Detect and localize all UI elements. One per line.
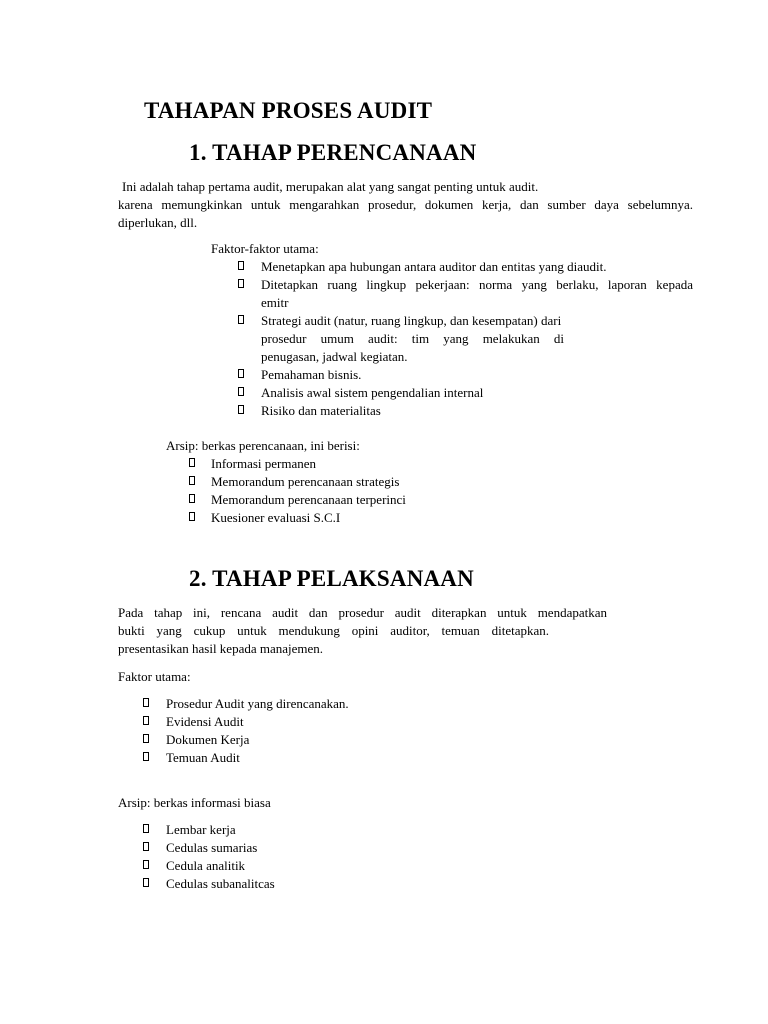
section1-intro-line2: karena memungkinkan untuk mengarahkan prosedur, dokumen kerja, dan sumber daya sebelumnya. bbox=[118, 197, 693, 212]
document-title: TAHAPAN PROSES AUDIT bbox=[144, 98, 433, 123]
checkbox-icon bbox=[143, 824, 149, 833]
checkbox-icon bbox=[238, 405, 244, 414]
list-item-text: Ditetapkan ruang lingkup pekerjaan: norma yang berlaku, laporan kepada bbox=[261, 277, 693, 292]
checkbox-icon bbox=[238, 387, 244, 396]
list-item-text: prosedur umum audit: tim yang melakukan di bbox=[261, 331, 564, 346]
checkbox-icon bbox=[143, 860, 149, 869]
list-item-text: penugasan, jadwal kegiatan. bbox=[261, 349, 408, 364]
section2-factors-label: Faktor utama: bbox=[118, 669, 191, 684]
checkbox-icon bbox=[238, 261, 244, 270]
checkbox-icon bbox=[238, 369, 244, 378]
section2-intro-line2: bukti yang cukup untuk mendukung opini auditor, temuan ditetapkan. bbox=[118, 623, 549, 638]
checkbox-icon bbox=[143, 716, 149, 725]
section2-heading: 2. TAHAP PELAKSANAAN bbox=[189, 566, 474, 591]
checkbox-icon bbox=[143, 878, 149, 887]
checkbox-icon bbox=[143, 842, 149, 851]
checkbox-icon bbox=[238, 315, 244, 324]
checkbox-icon bbox=[189, 512, 195, 521]
section2-intro-line1: Pada tahap ini, rencana audit dan prosedur audit diterapkan untuk mendapatkan bbox=[118, 605, 607, 620]
checkbox-icon bbox=[143, 698, 149, 707]
section1-intro-line1: Ini adalah tahap pertama audit, merupakan alat yang sangat penting untuk audit. bbox=[122, 179, 539, 194]
list-item-text: emitr bbox=[261, 295, 289, 310]
section1-intro-line3: diperlukan, dll. bbox=[118, 215, 198, 230]
checkbox-icon bbox=[143, 752, 149, 761]
list-item-text: Strategi audit (natur, ruang lingkup, dan kesempatan) dari bbox=[261, 313, 562, 328]
checkbox-icon bbox=[143, 734, 149, 743]
section1-heading: 1. TAHAP PERENCANAAN bbox=[189, 140, 477, 165]
section2-intro-line3: presentasikan hasil kepada manajemen. bbox=[118, 641, 324, 656]
checkbox-icon bbox=[189, 458, 195, 467]
checkbox-icon bbox=[238, 279, 244, 288]
checkbox-icon bbox=[189, 476, 195, 485]
section1-factors-label: Faktor-faktor utama: bbox=[211, 241, 319, 256]
section1-archive-label: Arsip: berkas perencanaan, ini berisi: bbox=[166, 438, 360, 453]
section2-archive-label: Arsip: berkas informasi biasa bbox=[118, 795, 271, 810]
checkbox-icon bbox=[189, 494, 195, 503]
